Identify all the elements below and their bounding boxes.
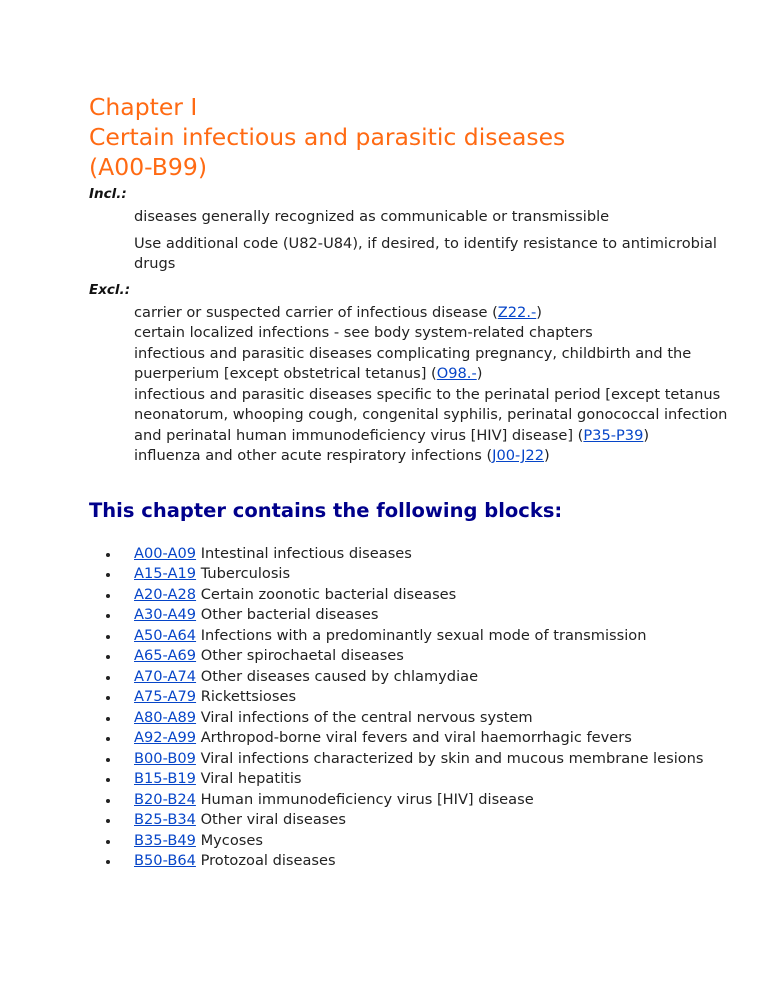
block-list-item (134, 667, 729, 688)
block-description: Human immunodeficiency virus [HIV] disease (200, 790, 534, 808)
block-list-item (134, 831, 729, 852)
exclusion-text-end: ) (476, 365, 483, 382)
block-code-link[interactable]: B25-B34 (134, 811, 196, 828)
exclusion-code-link[interactable]: P35-P39 (583, 426, 644, 444)
chapter-name: Certain infectious and parasitic diseases (89, 123, 566, 151)
block-description: Intestinal infectious diseases (200, 544, 412, 562)
block-description: Certain zoonotic bacterial diseases (200, 585, 457, 603)
exclusions-list (134, 303, 729, 467)
exclusion-code-link[interactable]: O98.- (436, 365, 477, 382)
exclusions-label: Excl.: (89, 281, 131, 298)
block-description: Other spirochaetal diseases (200, 647, 404, 664)
block-description: Viral infections characterized by skin and mucous membrane lesions (200, 749, 704, 767)
block-description: Arthropod-borne viral fevers and viral haemorrhagic fevers (200, 729, 632, 746)
block-code-link[interactable]: A75-A79 (134, 688, 197, 705)
block-list-item (134, 810, 729, 831)
exclusion-code-link[interactable]: Z22.- (497, 303, 537, 321)
block-code-link[interactable]: A80-A89 (134, 708, 197, 726)
inclusion-note: Use additional code (U82-U84), if desired, to identify resistance to antimicrobial drugs (134, 234, 717, 272)
exclusion-text: infectious and parasitic diseases specific to the perinatal period [except tetanus neonatorum, whooping cough, congenital syphilis, perinatal gonococcal infection and perinatal human immunodeficiency virus [HIV] disease] ( (134, 385, 728, 444)
block-list-item (134, 626, 729, 647)
exclusion-text: influenza and other acute respiratory infections ( (134, 447, 493, 464)
block-code-link[interactable]: A70-A74 (134, 667, 197, 685)
block-code-link[interactable]: A30-A49 (134, 606, 197, 623)
block-description: Viral infections of the central nervous system (200, 708, 533, 726)
chapter-title (89, 92, 729, 182)
block-code-link[interactable]: B15-B19 (134, 770, 196, 787)
block-code-link[interactable]: A92-A99 (134, 729, 197, 746)
exclusion-item (134, 303, 729, 324)
block-description: Rickettsioses (200, 688, 297, 705)
block-list-item (134, 790, 729, 811)
inclusions-list (134, 207, 729, 275)
exclusion-text-end: ) (536, 303, 542, 321)
block-list-item (134, 544, 729, 565)
block-description: Other viral diseases (200, 811, 346, 828)
exclusion-code-link[interactable]: J00-J22 (492, 447, 544, 464)
chapter-number: Chapter I (89, 93, 198, 121)
block-description: Viral hepatitis (200, 770, 302, 787)
exclusion-text: infectious and parasitic diseases complicating pregnancy, childbirth and the puerperium [except obstetrical tetanus] ( (134, 344, 692, 382)
block-list-item (134, 605, 729, 626)
chapter-range: (A00-B99) (89, 153, 207, 181)
block-description: Other diseases caused by chlamydiae (200, 667, 479, 685)
blocks-heading: This chapter contains the following blocks: (89, 498, 563, 522)
block-code-link[interactable]: A65-A69 (134, 647, 197, 664)
block-list-item (134, 851, 729, 872)
exclusion-item (134, 323, 729, 344)
block-description: Other bacterial diseases (200, 606, 379, 623)
block-list-item (134, 646, 729, 667)
block-code-link[interactable]: A00-A09 (134, 544, 197, 562)
blocks-list (89, 544, 729, 872)
exclusion-item (134, 344, 729, 385)
block-code-link[interactable]: B00-B09 (134, 749, 196, 767)
block-list-item (134, 728, 729, 749)
block-list-item (134, 749, 729, 770)
exclusion-item (134, 446, 729, 467)
exclusion-text: certain localized infections - see body system-related chapters (134, 324, 593, 341)
block-code-link[interactable]: B35-B49 (134, 831, 196, 849)
block-list-item (134, 564, 729, 585)
block-list-item (134, 687, 729, 708)
exclusion-text-end: ) (643, 426, 650, 444)
exclusion-item (134, 385, 729, 447)
exclusion-text: carrier or suspected carrier of infectious disease ( (134, 303, 498, 321)
block-list-item (134, 769, 729, 790)
block-code-link[interactable]: B50-B64 (134, 852, 196, 869)
block-description: Infections with a predominantly sexual mode of transmission (200, 626, 647, 644)
block-description: Tuberculosis (200, 565, 291, 582)
block-list-item (134, 708, 729, 729)
block-description: Protozoal diseases (200, 852, 336, 869)
inclusions-label: Incl.: (89, 186, 127, 202)
block-code-link[interactable]: A20-A28 (134, 585, 197, 603)
block-description: Mycoses (200, 831, 263, 849)
exclusion-text-end: ) (544, 447, 550, 464)
block-list-item (134, 585, 729, 606)
chapter-page (89, 92, 729, 872)
block-code-link[interactable]: A50-A64 (134, 626, 197, 644)
block-code-link[interactable]: B20-B24 (134, 790, 196, 808)
block-code-link[interactable]: A15-A19 (134, 565, 197, 582)
inclusion-item: diseases generally recognized as communicable or transmissible (134, 208, 610, 225)
